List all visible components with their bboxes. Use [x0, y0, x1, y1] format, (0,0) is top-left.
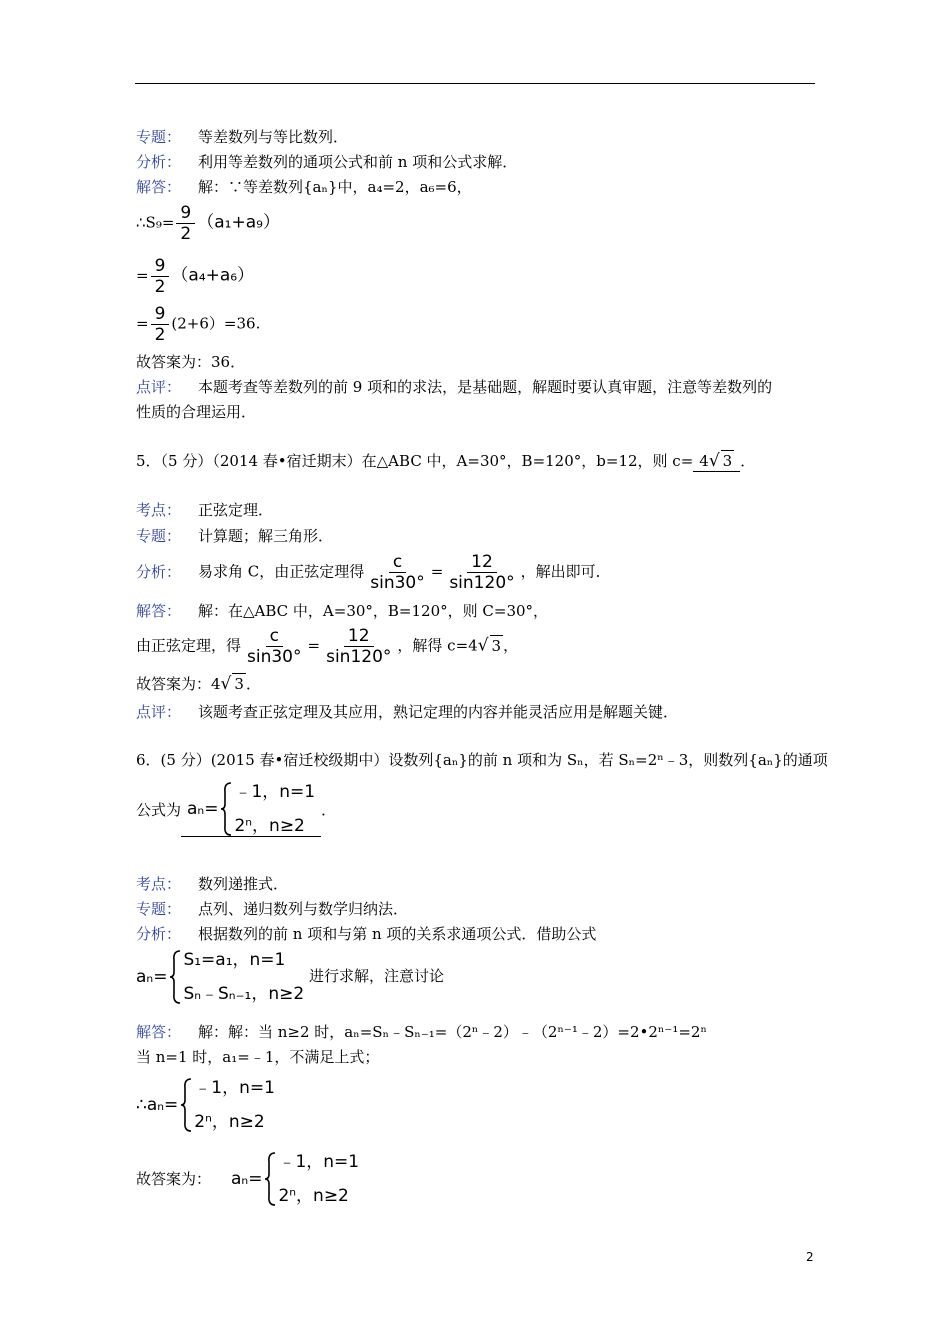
q6-formula: aₙ= S₁=a₁，n=1 Sₙ﹣Sₙ₋₁，n≥2 进行求解，注意讨论: [136, 950, 444, 1004]
q4-step2: = $\frac{9}{2}$ （a₄+a₆）: [136, 256, 255, 297]
zhuanti-label: 专题：: [136, 128, 182, 146]
q4-jieda: 解答： 解：∵等差数列{aₙ}中，a₄=2，a₆=6，: [136, 178, 472, 196]
header-rule: [135, 83, 815, 84]
q4-answer: 故答案为：36．: [136, 353, 246, 371]
zhuanti-label: 专题：: [136, 900, 182, 918]
q4-zhuanti: 专题： 等差数列与等比数列．: [136, 128, 349, 146]
q6-kaodian: 考点： 数列递推式．: [136, 875, 289, 893]
q5-stem: 5．（5 分）（2014 春•宿迁期末）在△ABC 中，A=30°，B=120°，b=12，则 c= 4√ 3 ．: [136, 451, 756, 471]
q6-therefore: ∴ aₙ= ﹣1，n=1 2ⁿ，n≥2: [136, 1078, 275, 1132]
q5-kaodian: 考点： 正弦定理．: [136, 501, 274, 519]
q6-fenxi: 分析： 根据数列的前 n 项和与第 n 项的关系求通项公式．借助公式: [136, 925, 597, 943]
fraction: $\frac{c}{\sin 30^\circ}$: [247, 626, 302, 667]
q4-dianping: 点评： 本题考查等差数列的前 9 项和的求法，是基础题，解题时要认真审题，注意等差数列的: [136, 378, 773, 396]
q6-zhuanti: 专题： 点列、递归数列与数学归纳法．: [136, 900, 409, 918]
fraction: $\frac{9}{2}$: [176, 204, 195, 243]
q5-dianping: 点评： 该题考查正弦定理及其应用，熟记定理的内容并能灵活应用是解题关键．: [136, 703, 679, 721]
fraction: $\frac{9}{2}$: [151, 257, 170, 296]
q4-fenxi: 分析： 利用等差数列的通项公式和前 n 项和公式求解．: [136, 153, 518, 171]
q6-stem-line1: 6．(5 分）(2015 春•宿迁校级期中）设数列{aₙ}的前 n 项和为 Sₙ，若 Sₙ=2ⁿ﹣3，则数列{aₙ}的通项: [136, 751, 828, 769]
jieda-label: 解答：: [136, 1023, 182, 1041]
fenxi-label: 分析：: [136, 562, 182, 581]
q4-step1: ∴S₉= $\frac{9}{2}$ （a₁+a₉）: [136, 203, 280, 244]
kaodian-label: 考点：: [136, 501, 182, 519]
q5-jieda: 解答： 解：在△ABC 中，A=30°，B=120°，则 C=30°，: [136, 602, 549, 620]
q6-n1: 当 n=1 时，a₁=﹣1，不满足上式；: [136, 1048, 380, 1066]
fraction: $\frac{c}{\sin 30^\circ}$: [370, 552, 425, 593]
answer-blank: 4√ 3: [693, 450, 740, 472]
q6-jieda: 解答： 解：解：当 n≥2 时，aₙ=Sₙ﹣Sₙ₋₁=（2ⁿ﹣2）﹣（2ⁿ⁻¹﹣2）=2•2ⁿ⁻¹=2ⁿ: [136, 1023, 707, 1041]
fenxi-label: 分析：: [136, 153, 182, 171]
jieda-label: 解答：: [136, 602, 182, 620]
jieda-label: 解答：: [136, 178, 182, 196]
brace-icon: [220, 782, 232, 836]
dianping-label: 点评：: [136, 378, 182, 396]
q6-answer: 故答案为： aₙ= ﹣1，n=1 2ⁿ，n≥2: [136, 1152, 360, 1206]
fenxi-label: 分析：: [136, 925, 182, 943]
brace-icon: [180, 1078, 192, 1132]
brace-icon: [264, 1152, 276, 1206]
fraction: $\frac{12}{\sin 120^\circ}$: [449, 552, 515, 593]
kaodian-label: 考点：: [136, 875, 182, 893]
answer-blank: aₙ= ﹣1，n=1 2ⁿ，n≥2: [181, 782, 321, 837]
fraction: $\frac{9}{2}$: [151, 305, 170, 344]
fraction: $\frac{12}{\sin 120^\circ}$: [326, 626, 392, 667]
dianping-label: 点评：: [136, 703, 182, 721]
zhuanti-label: 专题：: [136, 527, 182, 545]
page-number: 2: [806, 1250, 814, 1264]
q5-fenxi: 分析： 易求角 C，由正弦定理得 $\frac{c}{\sin 30^\circ}$ = $\frac{12}{\sin 120^\circ}$ ，解出即可．: [136, 552, 611, 593]
brace-icon: [169, 950, 181, 1004]
q4-dianping-line2: 性质的合理运用．: [136, 403, 257, 421]
q5-zhuanti: 专题： 计算题；解三角形．: [136, 527, 334, 545]
q6-stem-line2: 公式为 aₙ= ﹣1，n=1 2ⁿ，n≥2 ．: [136, 782, 337, 836]
q4-step3: = $\frac{9}{2}$ (2+6）=36.: [136, 304, 261, 345]
q5-step: 由正弦定理，得 $\frac{c}{\sin 30^\circ}$ = $\frac{12}{\sin 120^\circ}$ ，解得 c=4√ 3 ，: [136, 626, 519, 667]
q5-answer: 故答案为：4√ 3 ．: [136, 674, 261, 694]
